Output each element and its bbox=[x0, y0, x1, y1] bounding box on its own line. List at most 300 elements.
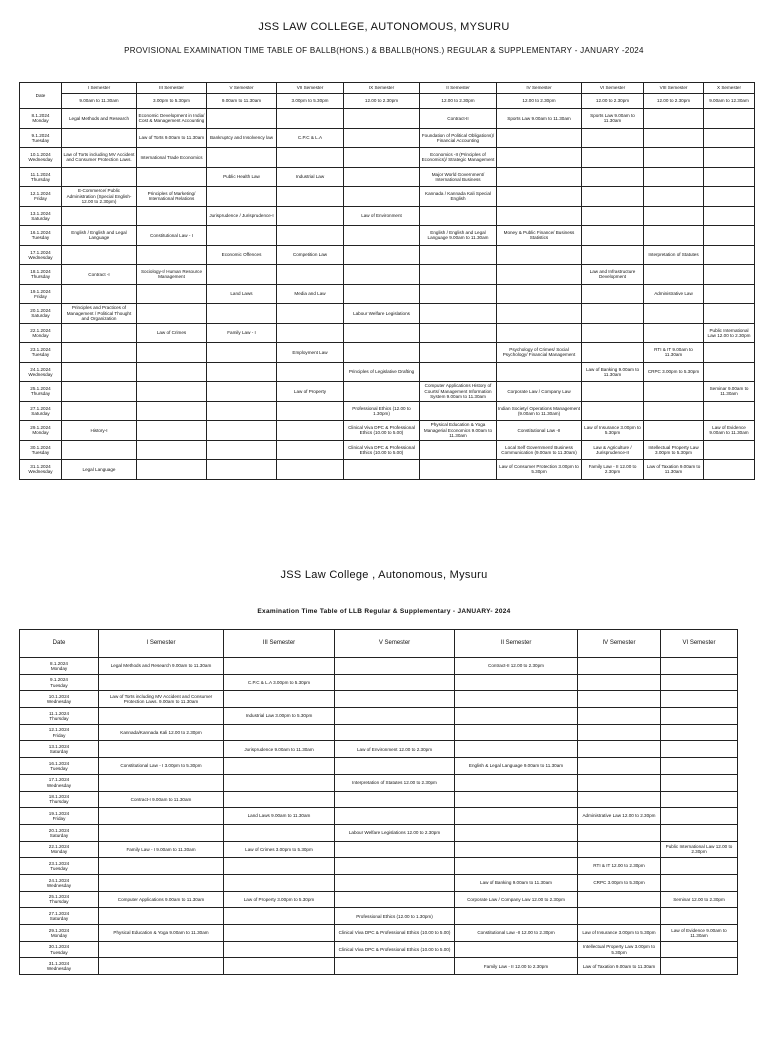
exam-cell bbox=[137, 206, 207, 226]
exam-cell bbox=[661, 908, 738, 925]
exam-cell bbox=[137, 245, 207, 265]
exam-cell bbox=[62, 343, 137, 363]
exam-cell: Computer Applications History of Courts/ Management Information System 9.00am to 11.30am bbox=[420, 382, 497, 402]
exam-cell bbox=[661, 724, 738, 741]
date-text: 29.1.2024 bbox=[48, 927, 70, 933]
day-text: Monday bbox=[50, 849, 68, 855]
exam-cell bbox=[455, 691, 578, 708]
exam-cell bbox=[335, 674, 455, 691]
exam-cell bbox=[661, 808, 738, 825]
date-cell bbox=[20, 958, 99, 975]
exam-cell: E-Commerce/ Public Administration (Special English- 12.00 to 2.30pm) bbox=[62, 187, 137, 207]
exam-cell: Legal Methods and Research 9.00am to 11.30am bbox=[99, 658, 224, 675]
exam-cell bbox=[344, 284, 420, 304]
exam-cell bbox=[455, 824, 578, 841]
exam-cell bbox=[582, 245, 644, 265]
exam-cell bbox=[62, 401, 137, 421]
exam-cell: Industrial Law bbox=[277, 167, 344, 187]
exam-cell: Family Law - I bbox=[207, 323, 277, 343]
exam-cell bbox=[137, 304, 207, 324]
semester-header: I Semester bbox=[99, 630, 224, 658]
day-text: Wednesday bbox=[46, 699, 72, 705]
day-text: Wednesday bbox=[46, 882, 72, 888]
table-row bbox=[20, 284, 755, 304]
day-text: Saturday bbox=[31, 215, 50, 221]
day-text: Tuesday bbox=[31, 235, 50, 241]
exam-cell bbox=[207, 343, 277, 363]
exam-cell: Economic Offences bbox=[207, 245, 277, 265]
date-cell bbox=[20, 841, 99, 858]
date-text: 20.1.2024 bbox=[48, 827, 70, 833]
day-text: Monday bbox=[32, 332, 49, 338]
exam-cell bbox=[335, 791, 455, 808]
exam-cell: Jurisprudence / Jurisprudence-I bbox=[207, 206, 277, 226]
table-row bbox=[20, 841, 738, 858]
date-text: 22.1.2024 bbox=[48, 844, 70, 850]
semester-header: III Semester bbox=[137, 83, 207, 94]
day-text: Saturday bbox=[31, 313, 50, 319]
exam-cell bbox=[344, 109, 420, 129]
date-text: 12.1.2024 bbox=[48, 727, 70, 733]
exam-cell bbox=[578, 824, 661, 841]
exam-cell bbox=[62, 362, 137, 382]
exam-cell bbox=[335, 658, 455, 675]
doc1-title: JSS LAW COLLEGE, AUTONOMOUS, MYSURU bbox=[258, 21, 510, 33]
exam-cell: Public International Law 12.00 to 2.30pm bbox=[704, 323, 755, 343]
exam-cell bbox=[335, 758, 455, 775]
date-cell bbox=[20, 128, 62, 148]
date-text: 8.1.2024 bbox=[50, 660, 68, 666]
exam-cell bbox=[277, 265, 344, 285]
exam-cell: Law & Agriculture / Jurisprudence-II bbox=[582, 440, 644, 460]
table-row bbox=[20, 362, 755, 382]
exam-cell: Economics -II (Principles of Economics)/ Strategic Management bbox=[420, 148, 497, 168]
exam-cell: Physical Education & Yoga Managerial Economics 9.00am to 11.30am bbox=[420, 421, 497, 441]
date-cell bbox=[20, 791, 99, 808]
exam-cell bbox=[99, 824, 224, 841]
exam-cell bbox=[578, 791, 661, 808]
exam-cell: Law of Environment bbox=[344, 206, 420, 226]
date-header: Date bbox=[20, 630, 99, 658]
exam-cell bbox=[420, 265, 497, 285]
date-text: 16.1.2024 bbox=[48, 760, 70, 766]
time-header: 12.00 to 2.30pm bbox=[582, 94, 644, 109]
exam-cell: C.P.C & L.A bbox=[277, 128, 344, 148]
exam-cell bbox=[455, 724, 578, 741]
exam-cell bbox=[704, 304, 755, 324]
exam-cell bbox=[497, 128, 582, 148]
header-row-times bbox=[20, 94, 755, 109]
date-cell bbox=[20, 858, 99, 875]
exam-cell bbox=[420, 401, 497, 421]
exam-cell: Administrative Law 12.00 to 2.30pm bbox=[578, 808, 661, 825]
exam-cell bbox=[224, 724, 335, 741]
exam-cell bbox=[99, 774, 224, 791]
date-text: 24.1.2024 bbox=[30, 366, 51, 372]
exam-cell bbox=[497, 304, 582, 324]
date-text: 20.1.2024 bbox=[30, 308, 51, 314]
table-row bbox=[20, 148, 755, 168]
exam-cell bbox=[704, 206, 755, 226]
table-row bbox=[20, 187, 755, 207]
date-text: 27.1.2024 bbox=[48, 910, 70, 916]
semester-header: VI Semester bbox=[582, 83, 644, 94]
exam-cell bbox=[704, 187, 755, 207]
exam-cell: Principles and Practices of Management / Political Thought and Organization bbox=[62, 304, 137, 324]
exam-cell bbox=[137, 382, 207, 402]
date-text: 31.1.2024 bbox=[48, 961, 70, 967]
exam-cell: Labour Welfare Legislations 12.00 to 2.30pm bbox=[335, 824, 455, 841]
table-row bbox=[20, 958, 738, 975]
exam-cell: History-I bbox=[62, 421, 137, 441]
exam-cell bbox=[99, 874, 224, 891]
exam-cell bbox=[277, 323, 344, 343]
exam-cell: Law of Environment 12.00 to 2.30pm bbox=[335, 741, 455, 758]
exam-cell bbox=[224, 958, 335, 975]
day-text: Friday bbox=[34, 293, 47, 299]
exam-cell bbox=[644, 206, 704, 226]
exam-cell: Competition Law bbox=[277, 245, 344, 265]
semester-header: V Semester bbox=[207, 83, 277, 94]
time-header: 12.00 to 2.30pm bbox=[420, 94, 497, 109]
table-row bbox=[20, 891, 738, 908]
exam-cell bbox=[62, 284, 137, 304]
time-header: 3.00pm to 5.30pm bbox=[137, 94, 207, 109]
exam-cell: CRPC 3.00pm to 5.30pm bbox=[644, 362, 704, 382]
exam-cell bbox=[224, 691, 335, 708]
exam-cell: Interpretation of Statutes 12.00 to 2.30pm bbox=[335, 774, 455, 791]
exam-cell: Professional Ethics (12.00 to 1.30pm) bbox=[335, 908, 455, 925]
exam-cell bbox=[704, 284, 755, 304]
exam-cell: Economic Development in India/ Cost & Management Accounting bbox=[137, 109, 207, 129]
date-text: 23.1.2024 bbox=[30, 347, 51, 353]
exam-cell: Labour Welfare Legislations bbox=[344, 304, 420, 324]
exam-cell: Public International Law 12.00 to 2.30pm bbox=[661, 841, 738, 858]
day-text: Saturday bbox=[49, 916, 69, 922]
exam-cell: Seminar 12.00 to 2.30pm bbox=[661, 891, 738, 908]
exam-cell bbox=[62, 128, 137, 148]
exam-cell: RTI & IT 9.00am to 11.30am bbox=[644, 343, 704, 363]
exam-cell: Principles of Legislative Drafting bbox=[344, 362, 420, 382]
exam-cell: Corporate Law / Company Law 12.00 to 2.30pm bbox=[455, 891, 578, 908]
exam-cell: Sports Law 9.00am to 11.30am bbox=[582, 109, 644, 129]
exam-cell: Principles of Marketing/ International Relations bbox=[137, 187, 207, 207]
exam-cell bbox=[207, 148, 277, 168]
exam-cell: Professional Ethics (12.00 to 1.30pm) bbox=[344, 401, 420, 421]
date-cell bbox=[20, 824, 99, 841]
date-cell bbox=[20, 808, 99, 825]
semester-header: X Semester bbox=[704, 83, 755, 94]
exam-cell bbox=[661, 758, 738, 775]
time-header: 12.00 to 2.30pm bbox=[644, 94, 704, 109]
day-text: Thursday bbox=[30, 176, 51, 182]
exam-cell: Sports Law 9.00am to 11.30am bbox=[497, 109, 582, 129]
exam-cell bbox=[661, 658, 738, 675]
date-cell bbox=[20, 874, 99, 891]
exam-cell bbox=[99, 708, 224, 725]
table-row bbox=[20, 808, 738, 825]
semester-header: IV Semester bbox=[578, 630, 661, 658]
exam-cell bbox=[578, 741, 661, 758]
exam-cell bbox=[277, 304, 344, 324]
exam-cell bbox=[207, 382, 277, 402]
date-text: 18.1.2024 bbox=[48, 794, 70, 800]
semester-header: II Semester bbox=[420, 83, 497, 94]
exam-cell bbox=[661, 741, 738, 758]
exam-cell bbox=[344, 148, 420, 168]
exam-cell bbox=[224, 824, 335, 841]
exam-cell bbox=[497, 362, 582, 382]
exam-cell: Constitutional Law -II 12.00 to 2.30pm bbox=[455, 925, 578, 942]
day-text: Thursday bbox=[30, 391, 51, 397]
exam-cell bbox=[704, 226, 755, 246]
exam-cell: Sociology-I/ Human Resource Management bbox=[137, 265, 207, 285]
exam-cell bbox=[420, 304, 497, 324]
exam-cell bbox=[704, 148, 755, 168]
day-text: Tuesday bbox=[50, 866, 68, 872]
exam-cell bbox=[661, 708, 738, 725]
exam-cell: Major World Government/ International Business bbox=[420, 167, 497, 187]
exam-cell bbox=[644, 421, 704, 441]
date-cell bbox=[20, 925, 99, 942]
exam-cell: Law of Evidence 9.00am to 11.30am bbox=[661, 925, 738, 942]
date-cell bbox=[20, 148, 62, 168]
date-text: 16.1.2024 bbox=[30, 230, 51, 236]
exam-cell bbox=[582, 148, 644, 168]
exam-cell: Law and Infrastructure Development bbox=[582, 265, 644, 285]
day-text: Saturday bbox=[31, 410, 50, 416]
table-row bbox=[20, 128, 755, 148]
exam-cell: Law of Taxation 9.00am to 11.30am bbox=[644, 460, 704, 480]
date-cell bbox=[20, 382, 62, 402]
date-cell bbox=[20, 674, 99, 691]
exam-cell bbox=[344, 460, 420, 480]
exam-cell bbox=[344, 167, 420, 187]
date-text: 9.1.2024 bbox=[50, 677, 68, 683]
exam-cell: Contract-II bbox=[420, 109, 497, 129]
exam-cell bbox=[335, 874, 455, 891]
exam-cell: Indian Society/ Operations Management (9.00am to 11.30am) bbox=[497, 401, 582, 421]
doc1-subtitle: PROVISIONAL EXAMINATION TIME TABLE OF BALLB(HONS.) & BBALLB(HONS.) REGULAR & SUPPLEMENTARY - JANUARY -2024 bbox=[124, 46, 644, 55]
exam-cell: Intellectual Property Law 3.00pm to 5.30pm bbox=[578, 941, 661, 958]
exam-cell bbox=[582, 304, 644, 324]
exam-cell: Clinical Viva DPC & Professional Ethics (10.00 to 5.00) bbox=[344, 440, 420, 460]
table-row bbox=[20, 343, 755, 363]
date-text: 10.1.2024 bbox=[48, 694, 70, 700]
exam-cell bbox=[224, 874, 335, 891]
exam-cell bbox=[62, 382, 137, 402]
exam-cell bbox=[224, 858, 335, 875]
time-header: 9.00am to 11.30am bbox=[207, 94, 277, 109]
exam-cell bbox=[207, 109, 277, 129]
exam-cell bbox=[644, 128, 704, 148]
exam-cell: Seminar 9.00am to 11.30am bbox=[704, 382, 755, 402]
exam-cell bbox=[277, 109, 344, 129]
exam-cell bbox=[207, 460, 277, 480]
date-text: 24.1.2024 bbox=[48, 877, 70, 883]
table-row bbox=[20, 858, 738, 875]
exam-cell bbox=[455, 908, 578, 925]
exam-cell bbox=[582, 382, 644, 402]
table-row bbox=[20, 791, 738, 808]
exam-cell bbox=[277, 206, 344, 226]
date-text: 25.1.2024 bbox=[48, 894, 70, 900]
exam-cell bbox=[704, 460, 755, 480]
exam-cell bbox=[497, 187, 582, 207]
date-cell bbox=[20, 401, 62, 421]
date-cell bbox=[20, 245, 62, 265]
exam-cell bbox=[207, 362, 277, 382]
time-header: 9.00am to 11.30am bbox=[62, 94, 137, 109]
exam-cell bbox=[704, 362, 755, 382]
semester-header: I Semester bbox=[62, 83, 137, 94]
date-text: 13.1.2024 bbox=[48, 744, 70, 750]
exam-cell bbox=[455, 774, 578, 791]
exam-cell bbox=[137, 421, 207, 441]
exam-cell bbox=[99, 674, 224, 691]
table-row bbox=[20, 724, 738, 741]
semester-header: V Semester bbox=[335, 630, 455, 658]
date-text: 17.1.2024 bbox=[48, 777, 70, 783]
date-cell bbox=[20, 460, 62, 480]
date-cell bbox=[20, 774, 99, 791]
exam-cell bbox=[644, 226, 704, 246]
date-cell bbox=[20, 741, 99, 758]
exam-cell bbox=[582, 284, 644, 304]
date-text: 19.1.2024 bbox=[48, 810, 70, 816]
time-header: 12.00 to 2.30pm bbox=[344, 94, 420, 109]
exam-cell bbox=[335, 958, 455, 975]
exam-cell bbox=[207, 304, 277, 324]
exam-cell bbox=[661, 824, 738, 841]
header-row-semesters bbox=[20, 83, 755, 94]
exam-cell: Land Laws 9.00am to 11.30am bbox=[224, 808, 335, 825]
header-row-semesters bbox=[20, 630, 738, 658]
time-header: 12.00 to 2.30pm bbox=[497, 94, 582, 109]
semester-header: III Semester bbox=[224, 630, 335, 658]
exam-cell: English / English and Legal Language bbox=[62, 226, 137, 246]
table-row bbox=[20, 741, 738, 758]
date-text: 11.1.2024 bbox=[48, 710, 70, 716]
exam-cell bbox=[578, 774, 661, 791]
exam-cell: Constitutional Law - I 3.00pm to 5.30pm bbox=[99, 758, 224, 775]
semester-header: IX Semester bbox=[344, 83, 420, 94]
date-cell bbox=[20, 323, 62, 343]
semester-header: VIII Semester bbox=[644, 83, 704, 94]
table-row bbox=[20, 245, 755, 265]
exam-cell: Land Laws bbox=[207, 284, 277, 304]
exam-cell: Public Health Law bbox=[207, 167, 277, 187]
exam-cell: Law of Consumer Protection 3.00pm to 5.30pm bbox=[497, 460, 582, 480]
exam-cell bbox=[578, 724, 661, 741]
day-text: Wednesday bbox=[28, 157, 53, 163]
llb-timetable bbox=[19, 629, 738, 975]
exam-cell bbox=[455, 858, 578, 875]
exam-cell: Intellectual Property Law 3.00pm to 5.30pm bbox=[644, 440, 704, 460]
exam-cell bbox=[344, 187, 420, 207]
exam-cell bbox=[137, 401, 207, 421]
exam-cell bbox=[62, 440, 137, 460]
exam-cell bbox=[224, 908, 335, 925]
exam-cell bbox=[99, 808, 224, 825]
exam-cell: Clinical Viva DPC & Professional Ethics (10.00 to 5.00) bbox=[335, 925, 455, 942]
exam-cell bbox=[277, 187, 344, 207]
table-row bbox=[20, 460, 755, 480]
exam-cell bbox=[277, 460, 344, 480]
exam-cell bbox=[335, 891, 455, 908]
exam-cell bbox=[704, 109, 755, 129]
exam-cell bbox=[661, 858, 738, 875]
day-text: Thursday bbox=[49, 899, 69, 905]
table-row bbox=[20, 226, 755, 246]
exam-cell bbox=[277, 148, 344, 168]
day-text: Thursday bbox=[49, 715, 69, 721]
exam-cell bbox=[661, 941, 738, 958]
exam-cell bbox=[455, 808, 578, 825]
exam-cell: Administrative Law bbox=[644, 284, 704, 304]
exam-cell bbox=[277, 226, 344, 246]
date-cell bbox=[20, 908, 99, 925]
exam-cell bbox=[644, 323, 704, 343]
exam-cell bbox=[207, 401, 277, 421]
exam-cell: English / English and Legal Language 9.00am to 11.30am bbox=[420, 226, 497, 246]
exam-cell bbox=[335, 708, 455, 725]
table-row bbox=[20, 440, 755, 460]
exam-cell bbox=[704, 128, 755, 148]
semester-header: II Semester bbox=[455, 630, 578, 658]
exam-cell: Bankruptcy and Insolvency law bbox=[207, 128, 277, 148]
exam-cell bbox=[224, 791, 335, 808]
date-cell bbox=[20, 206, 62, 226]
date-cell bbox=[20, 440, 62, 460]
table-row bbox=[20, 304, 755, 324]
exam-cell bbox=[582, 401, 644, 421]
exam-cell: CRPC 3.00pm to 5.30pm bbox=[578, 874, 661, 891]
table-row bbox=[20, 824, 738, 841]
exam-cell bbox=[224, 758, 335, 775]
exam-cell bbox=[137, 343, 207, 363]
exam-cell bbox=[224, 925, 335, 942]
exam-cell bbox=[224, 941, 335, 958]
exam-cell bbox=[420, 284, 497, 304]
exam-cell: Foundation of Political Obligations)/ Financial Accounting bbox=[420, 128, 497, 148]
exam-cell bbox=[420, 362, 497, 382]
exam-cell: C.P.C & L.A 3.00pm to 5.30pm bbox=[224, 674, 335, 691]
exam-cell: Corporate Law / Company Law bbox=[497, 382, 582, 402]
exam-cell bbox=[99, 858, 224, 875]
table-row bbox=[20, 401, 755, 421]
table-row bbox=[20, 658, 738, 675]
date-cell bbox=[20, 891, 99, 908]
exam-cell bbox=[207, 265, 277, 285]
exam-cell: Family Law - II 12.00 to 2.30pm bbox=[455, 958, 578, 975]
exam-cell: Law of Crimes bbox=[137, 323, 207, 343]
date-cell bbox=[20, 941, 99, 958]
exam-cell bbox=[420, 206, 497, 226]
exam-cell bbox=[644, 167, 704, 187]
day-text: Wednesday bbox=[28, 254, 53, 260]
exam-cell bbox=[582, 187, 644, 207]
exam-cell bbox=[420, 343, 497, 363]
exam-cell bbox=[578, 758, 661, 775]
exam-cell: Law of Torts 9.00am to 11.30am bbox=[137, 128, 207, 148]
day-text: Friday bbox=[52, 732, 66, 738]
exam-cell bbox=[137, 284, 207, 304]
exam-cell bbox=[644, 265, 704, 285]
exam-cell: Law of Property 3.00pm to 5.30pm bbox=[224, 891, 335, 908]
exam-cell bbox=[497, 323, 582, 343]
exam-cell bbox=[582, 167, 644, 187]
